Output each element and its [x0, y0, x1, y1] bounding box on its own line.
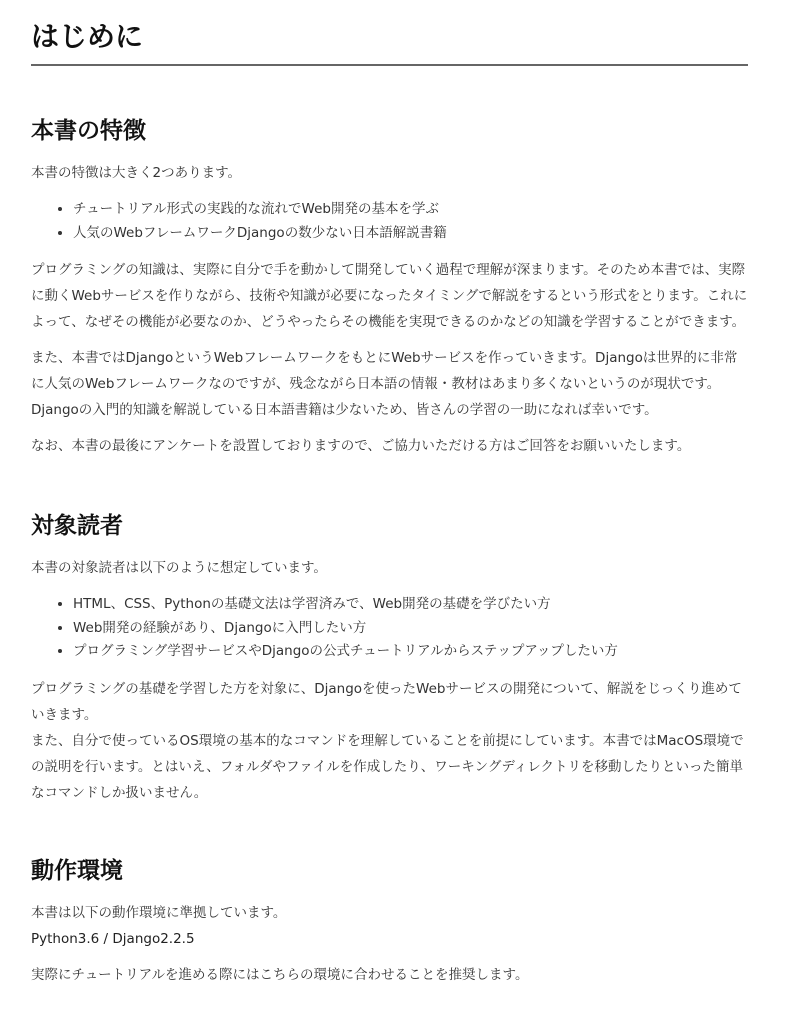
section-heading-environment: 動作環境 — [31, 857, 123, 884]
target-readers-list-item: • プログラミング学習サービスやDjangoの公式チュートリアルからステップアップしたい方 — [73, 640, 748, 664]
target-readers-line-scope: プログラミングの基礎を学習した方を対象に、Djangoを使ったWebサービスの開発について、解説をじっくり進めていきます。 — [31, 680, 742, 723]
section-heading-target-readers: 対象読者 — [31, 513, 123, 539]
page-title: はじめに — [31, 0, 748, 66]
features-paragraph-learning: プログラミングの知識は、実際に自分で手を動かして開発していく過程で理解が深まります。そのため本書では、実際に動くWebサービスを作りながら、技術や知識が必要になったタイミングで解説をするという形式をとります。これによって、なぜその機能が必要なのか、どうやったらその機能を実現できるのかなどの知識を学習することができます。 — [31, 262, 748, 330]
environment-version: Python3.6 / Django2.2.5 — [31, 930, 195, 947]
environment-intro: 本書は以下の動作環境に準拠しています。 — [31, 904, 287, 921]
target-readers-list-item: • Web開発の経験があり、Djangoに入門したい方 — [73, 617, 748, 641]
target-readers-line-os: また、自分で使っているOS環境の基本的なコマンドを理解していることを前提にしています。本書ではMacOS環境での説明を行います。とはいえ、フォルダやファイルを作成したり、ワーキングディレクトリを移動したりといった簡単なコマンドしか扱いません。 — [31, 732, 744, 801]
target-readers-intro: 本書の対象読者は以下のように想定しています。 — [31, 560, 327, 576]
environment-recommendation: 実際にチュートリアルを進める際にはこちらの環境に合わせることを推奨します。 — [31, 966, 529, 983]
features-paragraph-survey: なお、本書の最後にアンケートを設置しておりますので、ご協力いただける方はご回答をお願いいたします。 — [31, 438, 691, 454]
features-paragraph-django: また、本書ではDjangoというWebフレームワークをもとにWebサービスを作っていきます。Djangoは世界的に非常に人気のWebフレームワークなのですが、残念ながら日本語の情報・教材はあまり多くないというのが現状です。Djangoの入門的知識を解説している日本語書籍は少ないため、皆さんの学習の一助になれば幸いです。 — [31, 350, 738, 418]
target-readers-paragraph — [31, 676, 748, 806]
section-environment — [31, 856, 748, 988]
section-heading-features: 本書の特徴 — [31, 118, 146, 144]
features-intro: 本書の特徴は大きく2つあります。 — [31, 165, 242, 181]
features-list — [31, 198, 748, 245]
section-target-readers — [31, 511, 748, 806]
target-readers-list — [31, 593, 748, 664]
target-readers-list-item: • HTML、CSS、Pythonの基礎文法は学習済みで、Web開発の基礎を学びたい方 — [73, 593, 748, 617]
section-features — [31, 116, 748, 459]
features-list-item: • チュートリアル形式の実践的な流れでWeb開発の基本を学ぶ — [73, 198, 748, 222]
features-list-item: • 人気のWebフレームワークDjangoの数少ない日本語解説書籍 — [73, 222, 748, 246]
